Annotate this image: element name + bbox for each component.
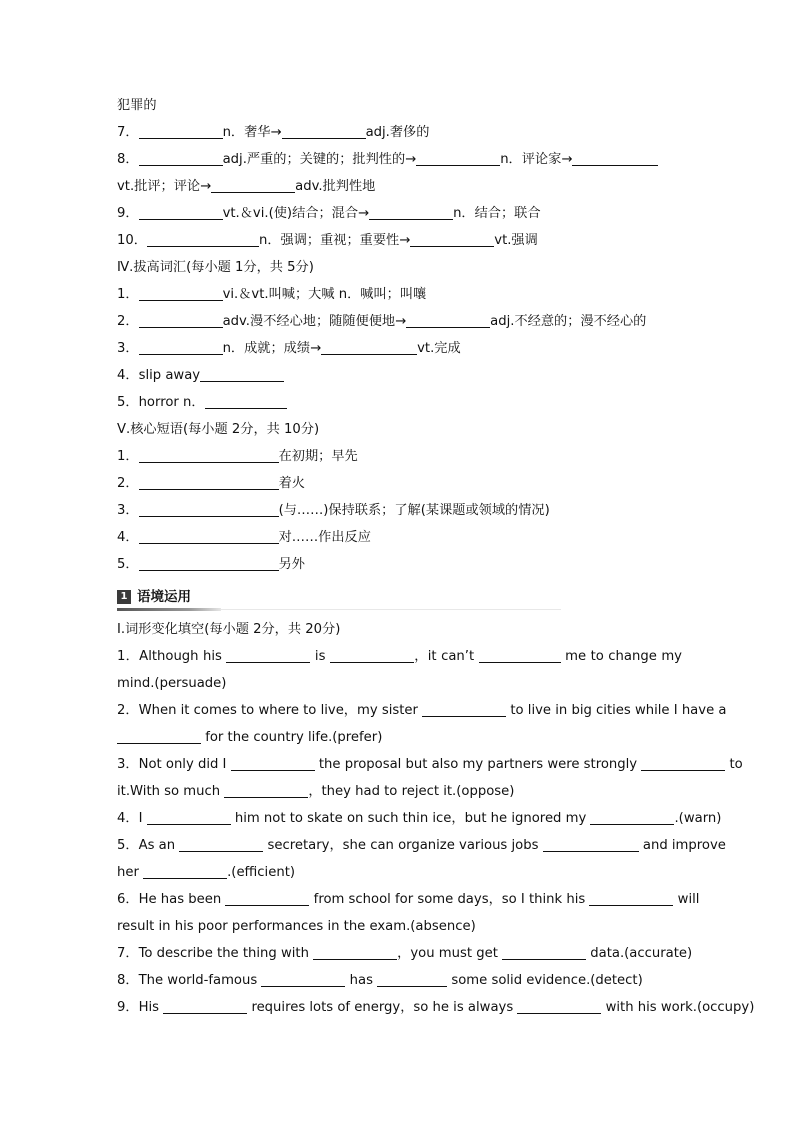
answer-blank[interactable] (139, 528, 279, 544)
section-4-item-1 (117, 281, 682, 308)
answer-blank[interactable] (200, 366, 284, 382)
question-text: The world-famous (138, 973, 258, 988)
section-4-title (117, 254, 682, 281)
arrow-icon: → (399, 233, 411, 248)
question-text: requires lots of energy，so he is always (251, 1000, 514, 1015)
vocab-item-8 (117, 146, 682, 173)
item-definition: vt.强调 (494, 233, 538, 248)
item-number: 5． (117, 557, 139, 572)
question-number: 9． (117, 1000, 139, 1015)
answer-blank[interactable] (211, 177, 295, 193)
question-7 (117, 940, 693, 967)
section-5-title (117, 416, 682, 443)
section-title: Ⅰ.词形变化填空(每小题 2分，共 20分) (117, 622, 341, 637)
arrow-icon: → (395, 314, 407, 329)
item-definition: 在初期；早先 (278, 449, 358, 464)
question-number: 2． (117, 703, 139, 718)
section-5-item-5 (117, 551, 682, 578)
answer-blank[interactable] (139, 312, 223, 328)
answer-blank[interactable] (225, 890, 309, 906)
answer-blank[interactable] (641, 755, 725, 771)
question-number: 7． (117, 946, 139, 961)
arrow-icon: → (561, 152, 573, 167)
answer-blank[interactable] (224, 782, 308, 798)
question-1 (117, 643, 682, 670)
question-text: As an (138, 838, 176, 853)
question-number: 3． (117, 757, 139, 772)
heading-underline (117, 608, 221, 611)
item-number: 2． (117, 476, 139, 491)
question-text: to live in big cities while I have a (510, 703, 727, 718)
question-number: 1． (117, 649, 140, 664)
item-definition: 着火 (278, 476, 305, 491)
section-5-item-1 (117, 443, 682, 470)
question-text: will (677, 892, 700, 907)
answer-blank[interactable] (147, 809, 231, 825)
answer-blank[interactable] (517, 998, 601, 1014)
answer-blank[interactable] (139, 285, 223, 301)
question-text: When it comes to where to live，my sister (138, 703, 418, 718)
answer-blank[interactable] (231, 755, 315, 771)
question-text: with his work.(occupy) (605, 1000, 755, 1015)
item-word: slip away (138, 368, 201, 383)
answer-blank[interactable] (313, 944, 397, 960)
item-number: 4． (117, 530, 139, 545)
question-text: it.With so much (117, 784, 221, 799)
section-4-item-2 (117, 308, 682, 335)
section-title: Ⅳ.拔高词汇(每小题 1分，共 5分) (117, 260, 314, 275)
answer-blank[interactable] (139, 150, 223, 166)
answer-blank[interactable] (139, 204, 223, 220)
answer-blank[interactable] (163, 998, 247, 1014)
vocab-item-7 (117, 119, 682, 146)
question-text: ，they had to reject it.(oppose) (308, 784, 515, 799)
section-badge-icon: 1 (117, 590, 131, 604)
item-number: 3． (117, 341, 139, 356)
item-number: 3． (117, 503, 139, 518)
question-text: ，you must get (397, 946, 498, 961)
item-definition: vi.＆vt.叫喊；大喊 n．喊叫；叫嚷 (222, 287, 427, 302)
question-number: 4． (117, 811, 139, 826)
item-definition: n．强调；重视；重要性 (258, 233, 400, 248)
worksheet-page (117, 92, 755, 1021)
question-5 (117, 832, 726, 859)
question-text: His (138, 1000, 160, 1015)
item-definition: vt.批评；评论 (117, 179, 201, 194)
arrow-icon: → (270, 125, 282, 140)
arrow-icon: → (405, 152, 417, 167)
question-text: is (314, 649, 326, 664)
question-1-cont (117, 670, 682, 697)
arrow-icon: → (200, 179, 212, 194)
vocab-item-9 (117, 200, 682, 227)
question-text: ，it can’t (413, 649, 475, 664)
question-text: from school for some days，so I think his (313, 892, 586, 907)
vocab-item-10 (117, 227, 682, 254)
item-definition: adj.不经意的；漫不经心的 (490, 314, 647, 329)
item-number: 5． (117, 395, 139, 410)
question-3-cont (117, 778, 682, 805)
item-definition: (与……)保持联系；了解(某课题或领域的情况) (278, 503, 550, 518)
question-6 (117, 886, 700, 913)
question-text: some solid evidence.(detect) (451, 973, 643, 988)
question-text: has (349, 973, 373, 988)
answer-blank[interactable] (572, 150, 658, 166)
item-definition: n．结合；联合 (453, 206, 541, 221)
item-definition: n．奢华 (222, 125, 271, 140)
section-4-item-5 (117, 389, 682, 416)
answer-blank[interactable] (502, 944, 586, 960)
item-definition: adj.严重的；关键的；批判性的 (222, 152, 406, 167)
question-4 (117, 805, 722, 832)
question-text: her (117, 865, 139, 880)
answer-blank[interactable] (143, 863, 227, 879)
section-5-item-3 (117, 497, 682, 524)
continuation-line (117, 92, 682, 119)
question-text: me to change my (565, 649, 682, 664)
question-text: for the country life.(prefer) (205, 730, 383, 745)
continuation-text: 犯罪的 (117, 98, 157, 113)
answer-blank[interactable] (139, 555, 279, 571)
vocab-item-8-cont (117, 173, 682, 200)
item-definition: vt.＆vi.(使)结合；混合 (222, 206, 359, 221)
answer-blank[interactable] (179, 836, 263, 852)
heading-rule (221, 609, 561, 610)
answer-blank[interactable] (117, 728, 201, 744)
question-number: 5． (117, 838, 139, 853)
question-8 (117, 967, 682, 994)
question-text: data.(accurate) (590, 946, 693, 961)
question-text: him not to skate on such thin ice，but he ignored my (234, 811, 587, 826)
item-number: 4． (117, 368, 139, 383)
answer-blank[interactable] (590, 809, 674, 825)
question-text: mind.(persuade) (117, 676, 227, 691)
question-5-cont (117, 859, 682, 886)
arrow-icon: → (358, 206, 370, 221)
answer-blank[interactable] (205, 393, 287, 409)
item-definition: 对……作出反应 (278, 530, 371, 545)
section-4-item-3 (117, 335, 682, 362)
section-5-item-4 (117, 524, 682, 551)
answer-blank[interactable] (321, 339, 417, 355)
answer-blank[interactable] (589, 890, 673, 906)
answer-blank[interactable] (410, 231, 494, 247)
question-9 (117, 994, 755, 1021)
answer-blank[interactable] (139, 501, 279, 517)
question-text: to (729, 757, 743, 772)
question-text: secretary，she can organize various jobs (267, 838, 539, 853)
question-text: To describe the thing with (138, 946, 309, 961)
question-text: He has been (138, 892, 222, 907)
question-text: .(efficient) (227, 865, 296, 880)
question-2-cont (117, 724, 682, 751)
answer-blank[interactable] (147, 231, 259, 247)
question-text: Not only did I (138, 757, 227, 772)
answer-blank[interactable] (330, 647, 414, 663)
item-number: 1． (117, 287, 139, 302)
item-definition: 另外 (278, 557, 305, 572)
question-text: Although his (139, 649, 222, 664)
item-number: 1． (117, 449, 139, 464)
arrow-icon: → (310, 341, 322, 356)
answer-blank[interactable] (139, 474, 279, 490)
usage-subtitle-line (117, 616, 682, 643)
answer-blank[interactable] (261, 971, 345, 987)
question-text: and improve (642, 838, 726, 853)
answer-blank[interactable] (543, 836, 639, 852)
item-word: horror n． (138, 395, 205, 410)
item-definition: adv.漫不经心地；随随便便地 (222, 314, 396, 329)
item-definition: n．评论家 (500, 152, 562, 167)
question-text: result in his poor performances in the exam.(absence) (117, 919, 476, 934)
item-definition: adv.批判性地 (295, 179, 376, 194)
question-2 (117, 697, 727, 724)
answer-blank[interactable] (479, 647, 561, 663)
question-6-cont (117, 913, 682, 940)
section-title: Ⅴ.核心短语(每小题 2分，共 10分) (117, 422, 320, 437)
answer-blank[interactable] (139, 339, 223, 355)
item-number: 7． (117, 125, 139, 140)
answer-blank[interactable] (226, 647, 310, 663)
answer-blank[interactable] (422, 701, 506, 717)
usage-section-header (117, 584, 682, 612)
question-number: 6． (117, 892, 139, 907)
answer-blank[interactable] (416, 150, 500, 166)
answer-blank[interactable] (406, 312, 490, 328)
section-4-item-4 (117, 362, 682, 389)
answer-blank[interactable] (139, 123, 223, 139)
item-number: 2． (117, 314, 139, 329)
answer-blank[interactable] (377, 971, 447, 987)
item-definition: n．成就；成绩 (222, 341, 311, 356)
section-heading: 语境运用 (137, 589, 191, 605)
answer-blank[interactable] (139, 447, 279, 463)
question-text: I (138, 811, 143, 826)
section-5-item-2 (117, 470, 682, 497)
item-number: 9． (117, 206, 139, 221)
question-3 (117, 751, 743, 778)
answer-blank[interactable] (282, 123, 366, 139)
question-number: 8． (117, 973, 139, 988)
item-number: 10． (117, 233, 147, 248)
question-text: .(warn) (674, 811, 722, 826)
item-definition: adj.奢侈的 (365, 125, 430, 140)
answer-blank[interactable] (369, 204, 453, 220)
question-text: the proposal but also my partners were strongly (318, 757, 638, 772)
item-definition: vt.完成 (417, 341, 461, 356)
item-number: 8． (117, 152, 139, 167)
